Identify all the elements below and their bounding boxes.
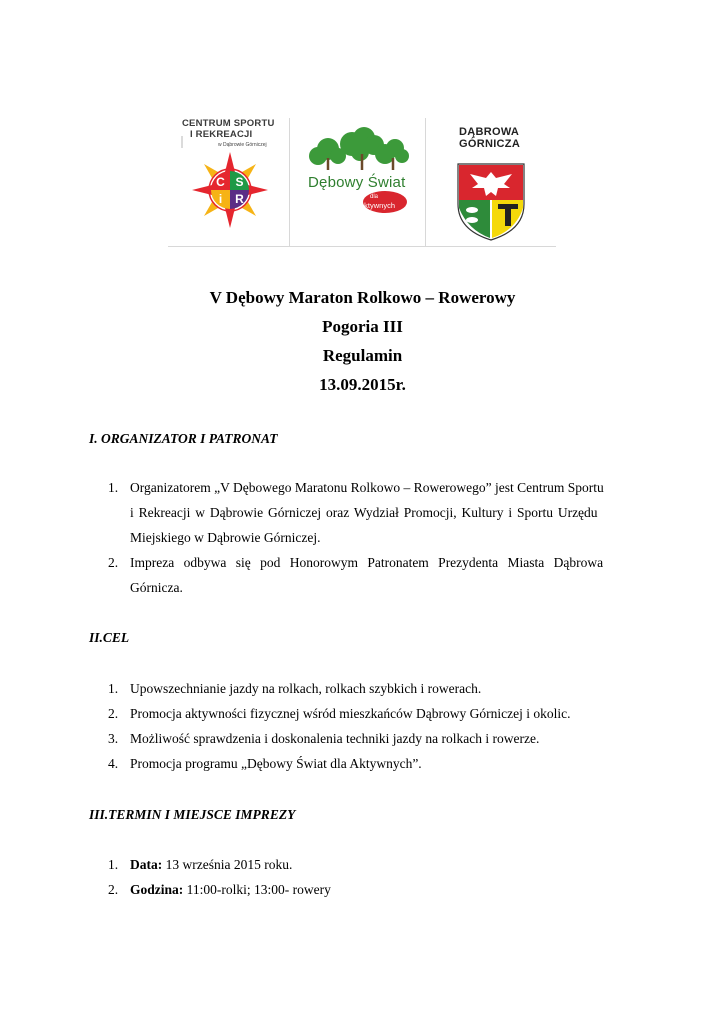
csir-letter-i: i [218, 192, 223, 206]
csir-letter-r: R [235, 192, 244, 206]
list-item-number: 4. [108, 756, 119, 771]
csir-compass-icon [168, 118, 289, 246]
list-item-text: Upowszechnianie jazdy na rolkach, rolkach szybkich i rowerach. [130, 681, 482, 696]
date-label: Data: [130, 857, 163, 872]
list-item-text: Promocja aktywności fizycznej wśród mieszkańców Dąbrowy Górniczej i okolic. [130, 706, 571, 721]
date-value: 13 września 2015 roku. [162, 857, 293, 872]
debowy-swiat-logo [290, 118, 426, 247]
csir-letter-c: C [216, 175, 225, 189]
list-item-text: Organizatorem „V Dębowego Maratonu Rolkowo – Rowerowego” jest Centrum Sportu i Rekreacji w Dąbrowie Górniczej oraz Wydział Promocji, Kultury i Sportu Urzędu Miejskiego w Dąbrowie Górniczej. [130, 480, 604, 545]
section-heading-goal: II.CEL [89, 630, 130, 645]
coat-of-arms-icon [426, 118, 556, 246]
list-item-text [130, 852, 636, 877]
list-item-number: 1. [108, 681, 119, 696]
csir-logo-subtitle: w Dąbrowie Górniczej [218, 142, 267, 148]
csir-logo-name: CENTRUM SPORTU I REKREACJI [182, 118, 275, 140]
dabrowa-gornicza-logo [426, 118, 556, 247]
document-subtitle-location: Pogoria III [322, 317, 403, 336]
debowy-swiat-badge-small: dla [370, 194, 379, 200]
csir-letter-s: S [235, 175, 244, 189]
csir-logo [168, 118, 290, 247]
document-date: 13.09.2015r. [319, 375, 406, 394]
time-value: 11:00-rolki; 13:00- rowery [183, 882, 331, 897]
dabrowa-gornicza-name: DĄBROWA GÓRNICZA [459, 126, 521, 150]
debowy-swiat-badge-main: aktywnych [360, 201, 396, 210]
document-subtitle-regulation: Regulamin [322, 346, 403, 365]
list-item [108, 475, 636, 550]
list-item [108, 550, 636, 600]
list-item-number: 1. [108, 480, 119, 495]
section-heading-date-place: III.TERMIN I MIEJSCE IMPREZY [89, 807, 296, 822]
list-item-number: 1. [108, 857, 119, 872]
list-item-text: Możliwość sprawdzenia i doskonalenia techniki jazdy na rolkach i rowerze. [130, 731, 540, 746]
list-item-number: 2. [108, 706, 119, 721]
time-label: Godzina: [130, 882, 184, 897]
list-item-number: 3. [108, 731, 119, 746]
list-item-text: Impreza odbywa się pod Honorowym Patronatem Prezydenta Miasta Dąbrowa Górnicza. [130, 555, 604, 595]
list-item-text [130, 877, 636, 902]
list-item-text: Promocja programu „Dębowy Świat dla Aktywnych”. [130, 756, 422, 771]
section-heading-organizer: I. ORGANIZATOR I PATRONAT [89, 431, 278, 446]
list-item-number: 2. [108, 555, 119, 570]
logos-banner [168, 118, 556, 246]
list-item-number: 2. [108, 882, 119, 897]
document-title: V Dębowy Maraton Rolkowo – Rowerowy [209, 288, 516, 307]
debowy-swiat-name: Dębowy Świat [308, 174, 406, 191]
